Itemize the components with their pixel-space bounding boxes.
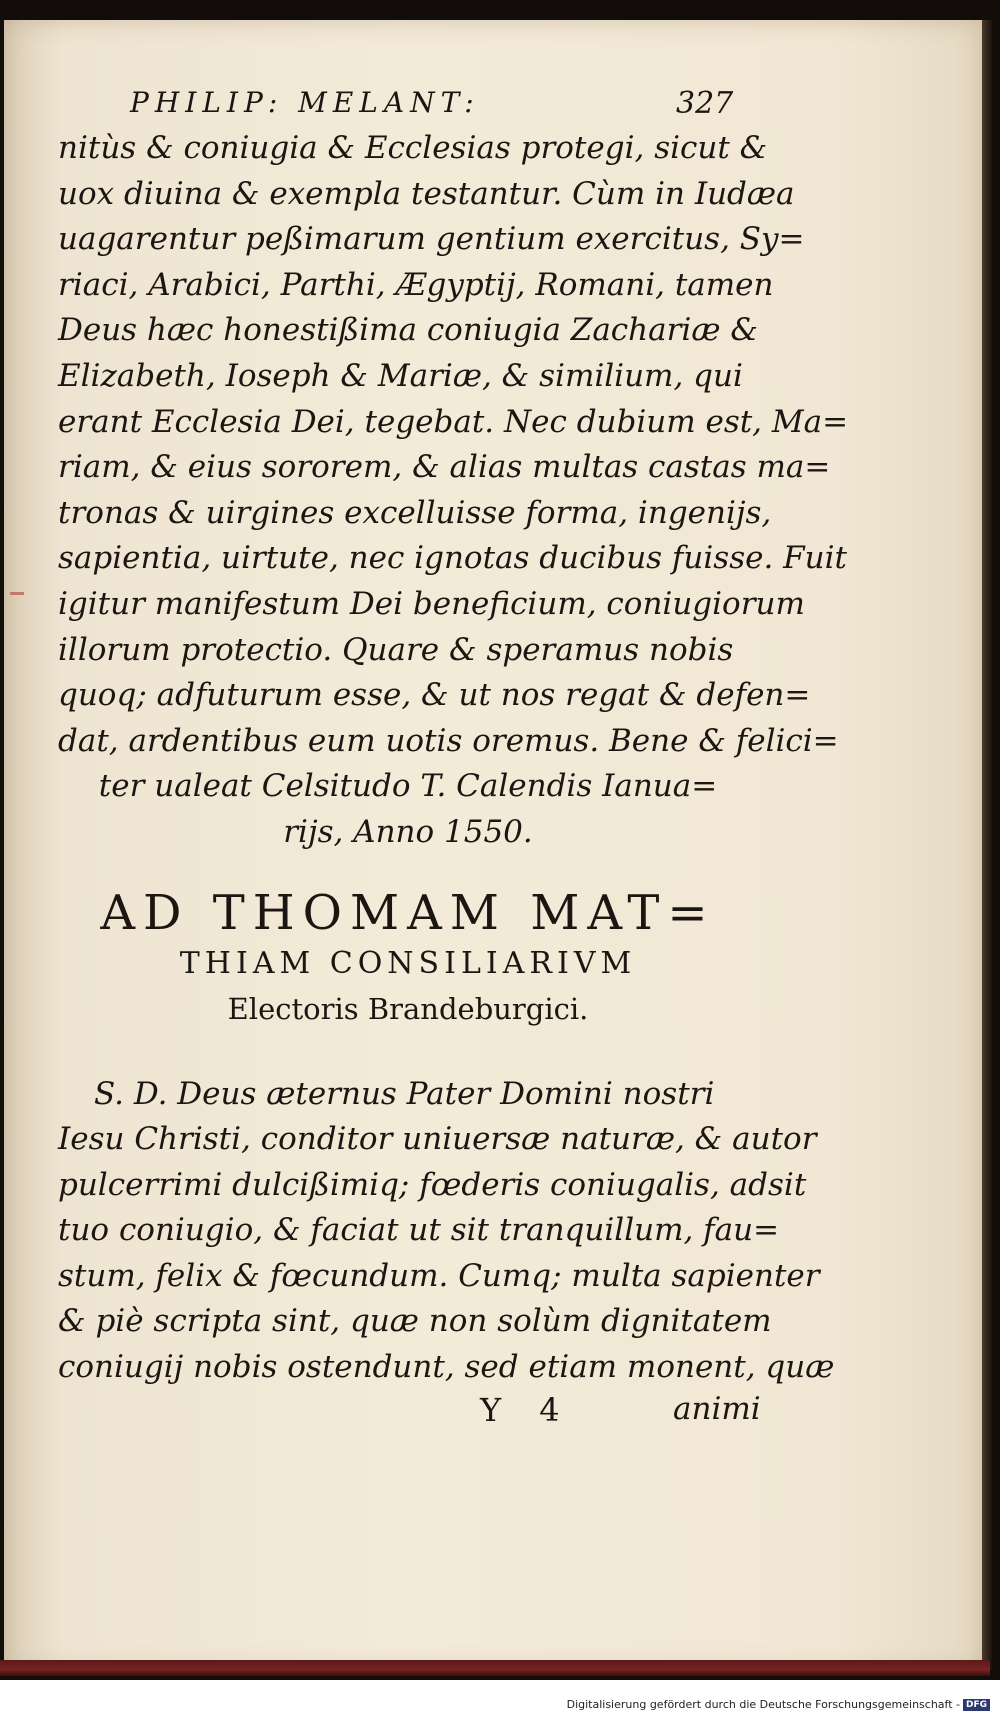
text-line: riam, & eius sororem, & alias multas castas ma=: [58, 449, 831, 486]
page-number: 327: [676, 86, 734, 121]
text-line: Deus hæc honestißima coniugia Zachariæ &: [58, 312, 758, 349]
text-line: rijs, Anno 1550.: [283, 813, 533, 850]
text-line: stum, felix & fœcundum. Cumq; multa sapienter: [58, 1257, 820, 1294]
footer-text: Digitalisierung gefördert durch die Deutsche Forschungsgemeinschaft -: [566, 1698, 960, 1711]
page-edge-bottom: [0, 1660, 990, 1676]
text-line: pulcerrimi dulcißimiq; fœderis coniugalis, adsit: [58, 1166, 807, 1203]
page-edge-right: [982, 20, 992, 1670]
letter-heading: [58, 884, 758, 1032]
text-line: uagarentur peßimarum gentium exercitus, Sy=: [58, 221, 805, 258]
text-line: riaci, Arabici, Parthi, Ægyptij, Romani, tamen: [58, 266, 774, 303]
text-line: dat, ardentibus eum uotis oremus. Bene & felici=: [58, 722, 839, 759]
text-line: ter ualeat Celsitudo T. Calendis Ianua=: [98, 768, 718, 805]
text-line: & piè scripta sint, quæ non solùm dignitatem: [58, 1303, 772, 1340]
text-line: S. D. Deus æternus Pater Domini nostri: [94, 1075, 715, 1112]
letter-body: [58, 1072, 835, 1391]
heading-line-2: THIAM CONSILIARIVM: [179, 945, 637, 981]
text-line: coniugij nobis ostendunt, sed etiam monent, quæ: [58, 1349, 835, 1386]
text-line: tuo coniugio, & faciat ut sit tranquillum, fau=: [58, 1212, 780, 1249]
text-line: nitùs & coniugia & Ecclesias protegi, sicut &: [58, 130, 768, 166]
text-line: tronas & uirgines excelluisse forma, ingenijs,: [58, 494, 772, 531]
text-line: Iesu Christi, conditor uniuersæ naturæ, & autor: [58, 1121, 817, 1158]
margin-mark: [10, 592, 24, 595]
digitization-footer: [0, 1698, 990, 1711]
running-head: [58, 86, 758, 126]
catchword: animi: [673, 1390, 761, 1427]
heading-line-1: AD THOMAM MAT=: [100, 884, 716, 941]
text-line: sapientia, uirtute, nec ignotas ducibus fuisse. Fuit: [58, 540, 848, 577]
text-line: uox diuina & exempla testantur. Cùm in Iudæa: [58, 175, 795, 212]
signature-mark: Y 4: [480, 1390, 574, 1429]
running-head-title: PHILIP: MELANT:: [130, 86, 480, 119]
text-line: erant Ecclesia Dei, tegebat. Nec dubium est, Ma=: [58, 403, 849, 440]
heading-line-3: Electoris Brandeburgici.: [227, 991, 589, 1026]
dfg-logo: DFG: [963, 1699, 990, 1711]
text-line: quoq; adfuturum esse, & ut nos regat & defen=: [58, 677, 811, 714]
text-line: illorum protectio. Quare & speramus nobis: [58, 631, 734, 668]
page-foot: [58, 1390, 761, 1437]
page-text: [58, 86, 849, 1437]
text-line: Elizabeth, Ioseph & Mariæ, & similium, qui: [58, 357, 743, 394]
text-line: igitur manifestum Dei beneficium, coniugiorum: [58, 585, 805, 622]
letter-closing: [58, 126, 849, 856]
